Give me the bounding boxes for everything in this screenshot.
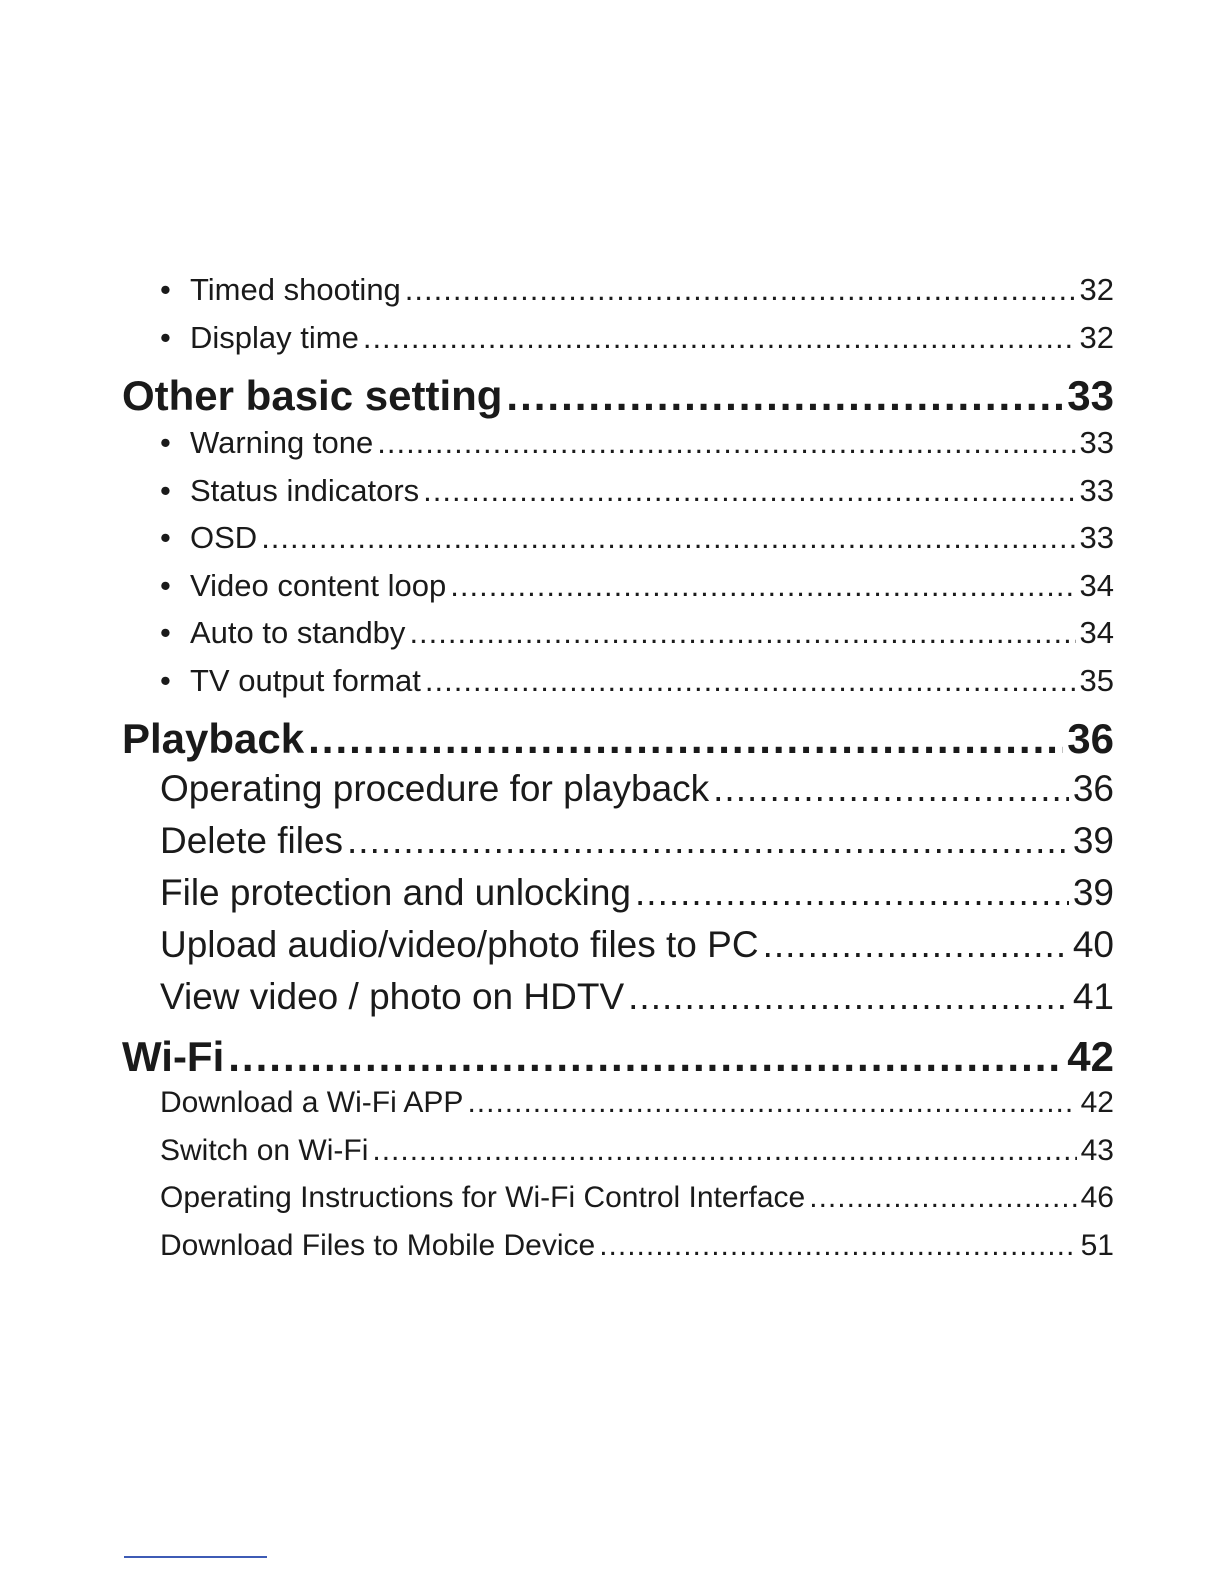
dot-leader	[363, 320, 1076, 356]
dot-leader	[467, 1086, 1076, 1120]
toc-page-number: 43	[1080, 1133, 1114, 1167]
toc-sub-label: Operating procedure for playback	[160, 768, 710, 809]
dot-leader	[506, 372, 1063, 420]
bullet-icon: •	[160, 520, 171, 555]
toc-item-display-time[interactable]	[122, 320, 1114, 368]
dot-leader	[405, 272, 1076, 308]
bullet-icon: •	[160, 472, 171, 508]
dot-leader	[261, 520, 1075, 556]
toc-sub-wifi-control-interface[interactable]	[122, 1181, 1114, 1229]
toc-item-status-indicators[interactable]	[122, 473, 1114, 521]
toc-item-auto-to-standby[interactable]	[122, 615, 1114, 663]
dot-leader	[377, 425, 1075, 461]
bullet-icon: •	[160, 425, 171, 460]
toc-sub-label: Switch on Wi-Fi	[160, 1133, 369, 1167]
toc-sub-download-to-mobile[interactable]	[122, 1229, 1114, 1277]
toc-item-label: Status indicators	[190, 472, 420, 508]
toc-sub-label: Upload audio/video/photo files to PC	[160, 924, 759, 965]
toc-sub-label: Operating Instructions for Wi-Fi Control Interface	[160, 1181, 806, 1214]
footer-rule	[124, 1556, 267, 1558]
toc-item-tv-output-format[interactable]	[122, 663, 1114, 711]
toc-sub-download-wifi-app[interactable]	[122, 1086, 1114, 1134]
toc-item-label: Video content loop	[190, 567, 447, 603]
toc-section-wifi[interactable]	[122, 1028, 1114, 1086]
toc-sub-label: Download a Wi-Fi APP	[160, 1086, 464, 1119]
toc-page-number: 34	[1079, 615, 1114, 650]
table-of-contents	[122, 272, 1114, 1276]
dot-leader	[425, 663, 1076, 699]
dot-leader	[635, 872, 1069, 914]
dot-leader	[809, 1181, 1076, 1215]
bullet-icon: •	[160, 567, 171, 603]
toc-item-label: Auto to standby	[190, 615, 406, 650]
toc-item-label: OSD	[190, 520, 258, 555]
dot-leader	[308, 715, 1063, 763]
toc-page-number: 34	[1079, 567, 1114, 603]
toc-item-label: TV output format	[190, 662, 421, 698]
bullet-icon: •	[160, 662, 171, 698]
toc-page-number: 51	[1080, 1228, 1114, 1262]
toc-page-number: 32	[1079, 272, 1114, 307]
toc-page-number: 36	[1067, 715, 1114, 762]
dot-leader	[628, 976, 1069, 1018]
toc-sub-label: Download Files to Mobile Device	[160, 1228, 596, 1262]
toc-page-number: 33	[1067, 372, 1114, 419]
toc-sub-upload-files[interactable]	[122, 924, 1114, 976]
toc-sub-delete-files[interactable]	[122, 820, 1114, 872]
toc-page-number: 33	[1079, 425, 1114, 460]
toc-page-number: 39	[1072, 872, 1114, 913]
dot-leader	[450, 568, 1075, 604]
toc-section-playback[interactable]	[122, 710, 1114, 768]
toc-item-label: Display time	[190, 319, 359, 355]
toc-page-number: 41	[1072, 976, 1114, 1017]
toc-page-number: 32	[1079, 319, 1114, 355]
bullet-icon: •	[160, 319, 171, 355]
toc-page-number: 35	[1079, 662, 1114, 698]
toc-page-number: 46	[1080, 1181, 1114, 1214]
toc-sub-view-on-hdtv[interactable]	[122, 976, 1114, 1028]
dot-leader	[423, 473, 1075, 509]
dot-leader	[599, 1229, 1076, 1263]
dot-leader	[713, 768, 1069, 810]
toc-page-number: 33	[1079, 472, 1114, 508]
toc-page-number: 42	[1067, 1033, 1114, 1080]
bullet-icon: •	[160, 272, 171, 307]
toc-item-warning-tone[interactable]	[122, 425, 1114, 473]
toc-sub-file-protection[interactable]	[122, 872, 1114, 924]
toc-page-number: 33	[1079, 520, 1114, 555]
toc-item-label: Timed shooting	[190, 272, 401, 307]
dot-leader	[347, 820, 1069, 862]
toc-section-other-basic-setting[interactable]	[122, 367, 1114, 425]
bullet-icon: •	[160, 615, 171, 650]
toc-section-label: Other basic setting	[122, 372, 503, 419]
dot-leader	[372, 1134, 1076, 1168]
toc-sub-label: File protection and unlocking	[160, 872, 632, 913]
dot-leader	[763, 924, 1069, 966]
toc-page-number: 39	[1072, 820, 1114, 861]
toc-item-timed-shooting[interactable]	[122, 272, 1114, 320]
toc-sub-switch-on-wifi[interactable]	[122, 1134, 1114, 1182]
toc-sub-operating-procedure[interactable]	[122, 768, 1114, 820]
toc-page-number: 40	[1072, 924, 1114, 965]
toc-item-video-content-loop[interactable]	[122, 568, 1114, 616]
dot-leader	[409, 615, 1075, 651]
toc-sub-label: View video / photo on HDTV	[160, 976, 625, 1017]
dot-leader	[228, 1033, 1063, 1081]
toc-sub-label: Delete files	[160, 820, 344, 861]
toc-item-label: Warning tone	[190, 425, 374, 460]
toc-page-number: 42	[1080, 1086, 1114, 1119]
toc-item-osd[interactable]	[122, 520, 1114, 568]
toc-section-label: Playback	[122, 715, 305, 762]
toc-page-number: 36	[1072, 768, 1114, 809]
toc-section-label: Wi-Fi	[122, 1033, 225, 1080]
